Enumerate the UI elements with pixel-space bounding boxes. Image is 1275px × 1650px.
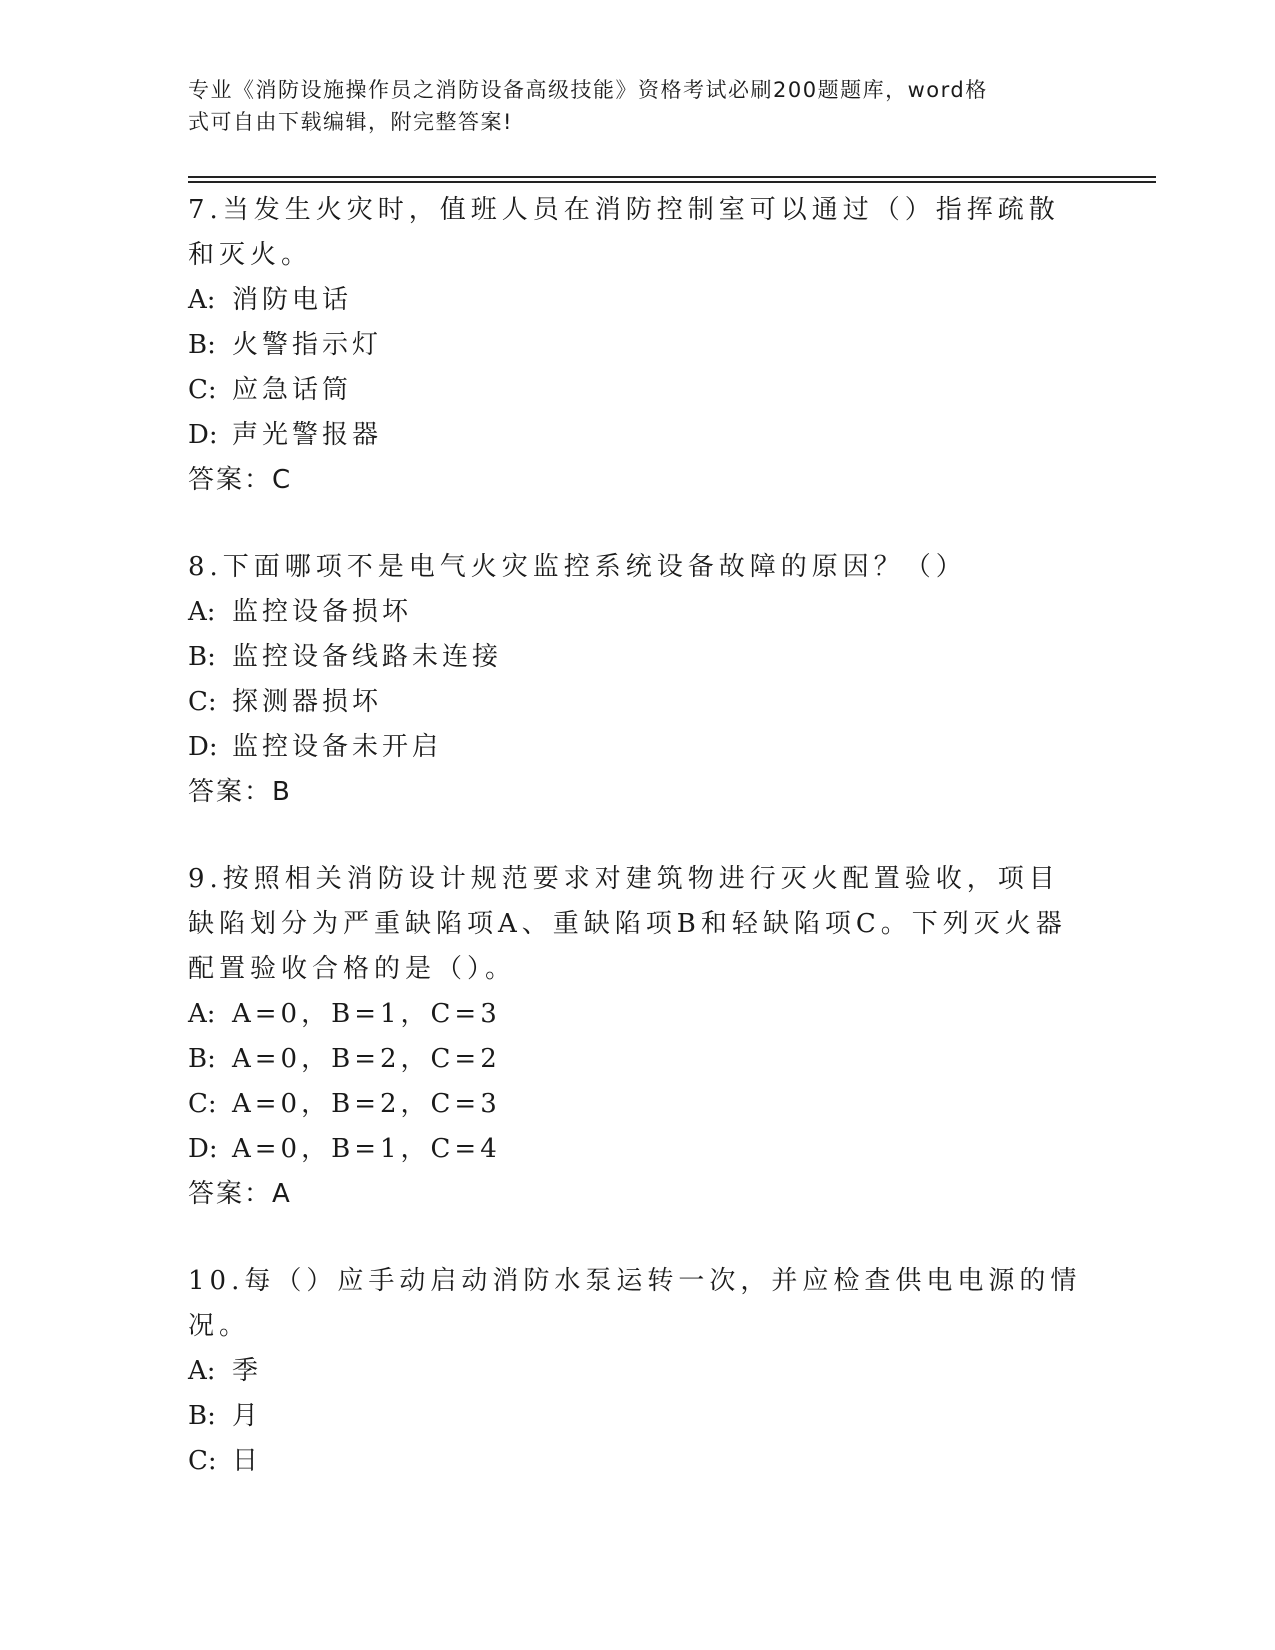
option-d xyxy=(188,725,1088,770)
question-stem: 8.下面哪项不是电气火灾监控系统设备故障的原因？（） xyxy=(188,552,967,582)
answer: 答案：B xyxy=(188,777,292,807)
question-stem: 7.当发生火灾时，值班人员在消防控制室可以通过（）指挥疏散和灭火。 xyxy=(188,195,1060,270)
option-text: 监控设备损坏 xyxy=(232,597,413,627)
option-label: C: xyxy=(188,375,217,405)
option-text: 监控设备线路未连接 xyxy=(232,642,503,672)
option-text: 声光警报器 xyxy=(232,420,383,450)
option-text: 月 xyxy=(232,1401,263,1431)
option-a xyxy=(188,278,1088,323)
option-text: A=0，B=1，C=4 xyxy=(232,1134,501,1164)
option-text: A=0，B=2，C=2 xyxy=(232,1044,501,1074)
option-label: B: xyxy=(188,642,216,672)
option-text: 火警指示灯 xyxy=(232,330,383,360)
answer: 答案：C xyxy=(188,465,293,495)
option-label: C: xyxy=(188,1089,217,1119)
option-text: 探测器损坏 xyxy=(232,687,383,717)
option-label: B: xyxy=(188,330,216,360)
option-label: C: xyxy=(188,687,217,717)
option-label: B: xyxy=(188,1401,216,1431)
question-8 xyxy=(188,545,1088,815)
option-a xyxy=(188,992,1088,1037)
option-label: A: xyxy=(188,999,216,1029)
option-label: A: xyxy=(188,1356,216,1386)
option-d xyxy=(188,413,1088,458)
option-c xyxy=(188,1082,1088,1127)
option-b xyxy=(188,635,1088,680)
option-text: 应急话筒 xyxy=(232,375,353,405)
option-label: D: xyxy=(188,1134,218,1164)
question-7 xyxy=(188,188,1088,503)
option-a xyxy=(188,590,1088,635)
option-b xyxy=(188,1394,1088,1439)
header-divider-top xyxy=(188,176,1156,178)
option-label: B: xyxy=(188,1044,216,1074)
option-label: C: xyxy=(188,1446,217,1476)
option-c xyxy=(188,1439,1088,1484)
option-a xyxy=(188,1349,1088,1394)
option-label: D: xyxy=(188,732,218,762)
option-label: A: xyxy=(188,597,216,627)
option-b xyxy=(188,1037,1088,1082)
header-line-1: 专业《消防设施操作员之消防设备高级技能》资格考试必刷200题题库，word格 xyxy=(188,78,988,102)
option-text: 日 xyxy=(232,1446,263,1476)
question-9 xyxy=(188,857,1088,1217)
option-text: A=0，B=2，C=3 xyxy=(232,1089,501,1119)
question-stem: 9.按照相关消防设计规范要求对建筑物进行灭火配置验收，项目缺陷划分为严重缺陷项A、重缺陷项B和轻缺陷项C。下列灭火器配置验收合格的是（）。 xyxy=(188,864,1067,984)
header-line-2: 式可自由下载编辑，附完整答案! xyxy=(188,110,513,134)
question-list xyxy=(188,188,1088,1526)
option-c xyxy=(188,680,1088,725)
option-c xyxy=(188,368,1088,413)
option-label: D: xyxy=(188,420,218,450)
option-b xyxy=(188,323,1088,368)
option-d xyxy=(188,1127,1088,1172)
document-header xyxy=(188,74,1068,138)
question-stem: 10.每（）应手动启动消防水泵运转一次，并应检查供电电源的情况。 xyxy=(188,1266,1082,1341)
option-text: A=0，B=1，C=3 xyxy=(232,999,501,1029)
option-label: A: xyxy=(188,285,216,315)
answer: 答案：A xyxy=(188,1179,292,1209)
header-divider-bottom xyxy=(188,181,1156,183)
option-text: 季 xyxy=(232,1356,263,1386)
option-text: 监控设备未开启 xyxy=(232,732,443,762)
option-text: 消防电话 xyxy=(232,285,353,315)
question-10 xyxy=(188,1259,1088,1484)
